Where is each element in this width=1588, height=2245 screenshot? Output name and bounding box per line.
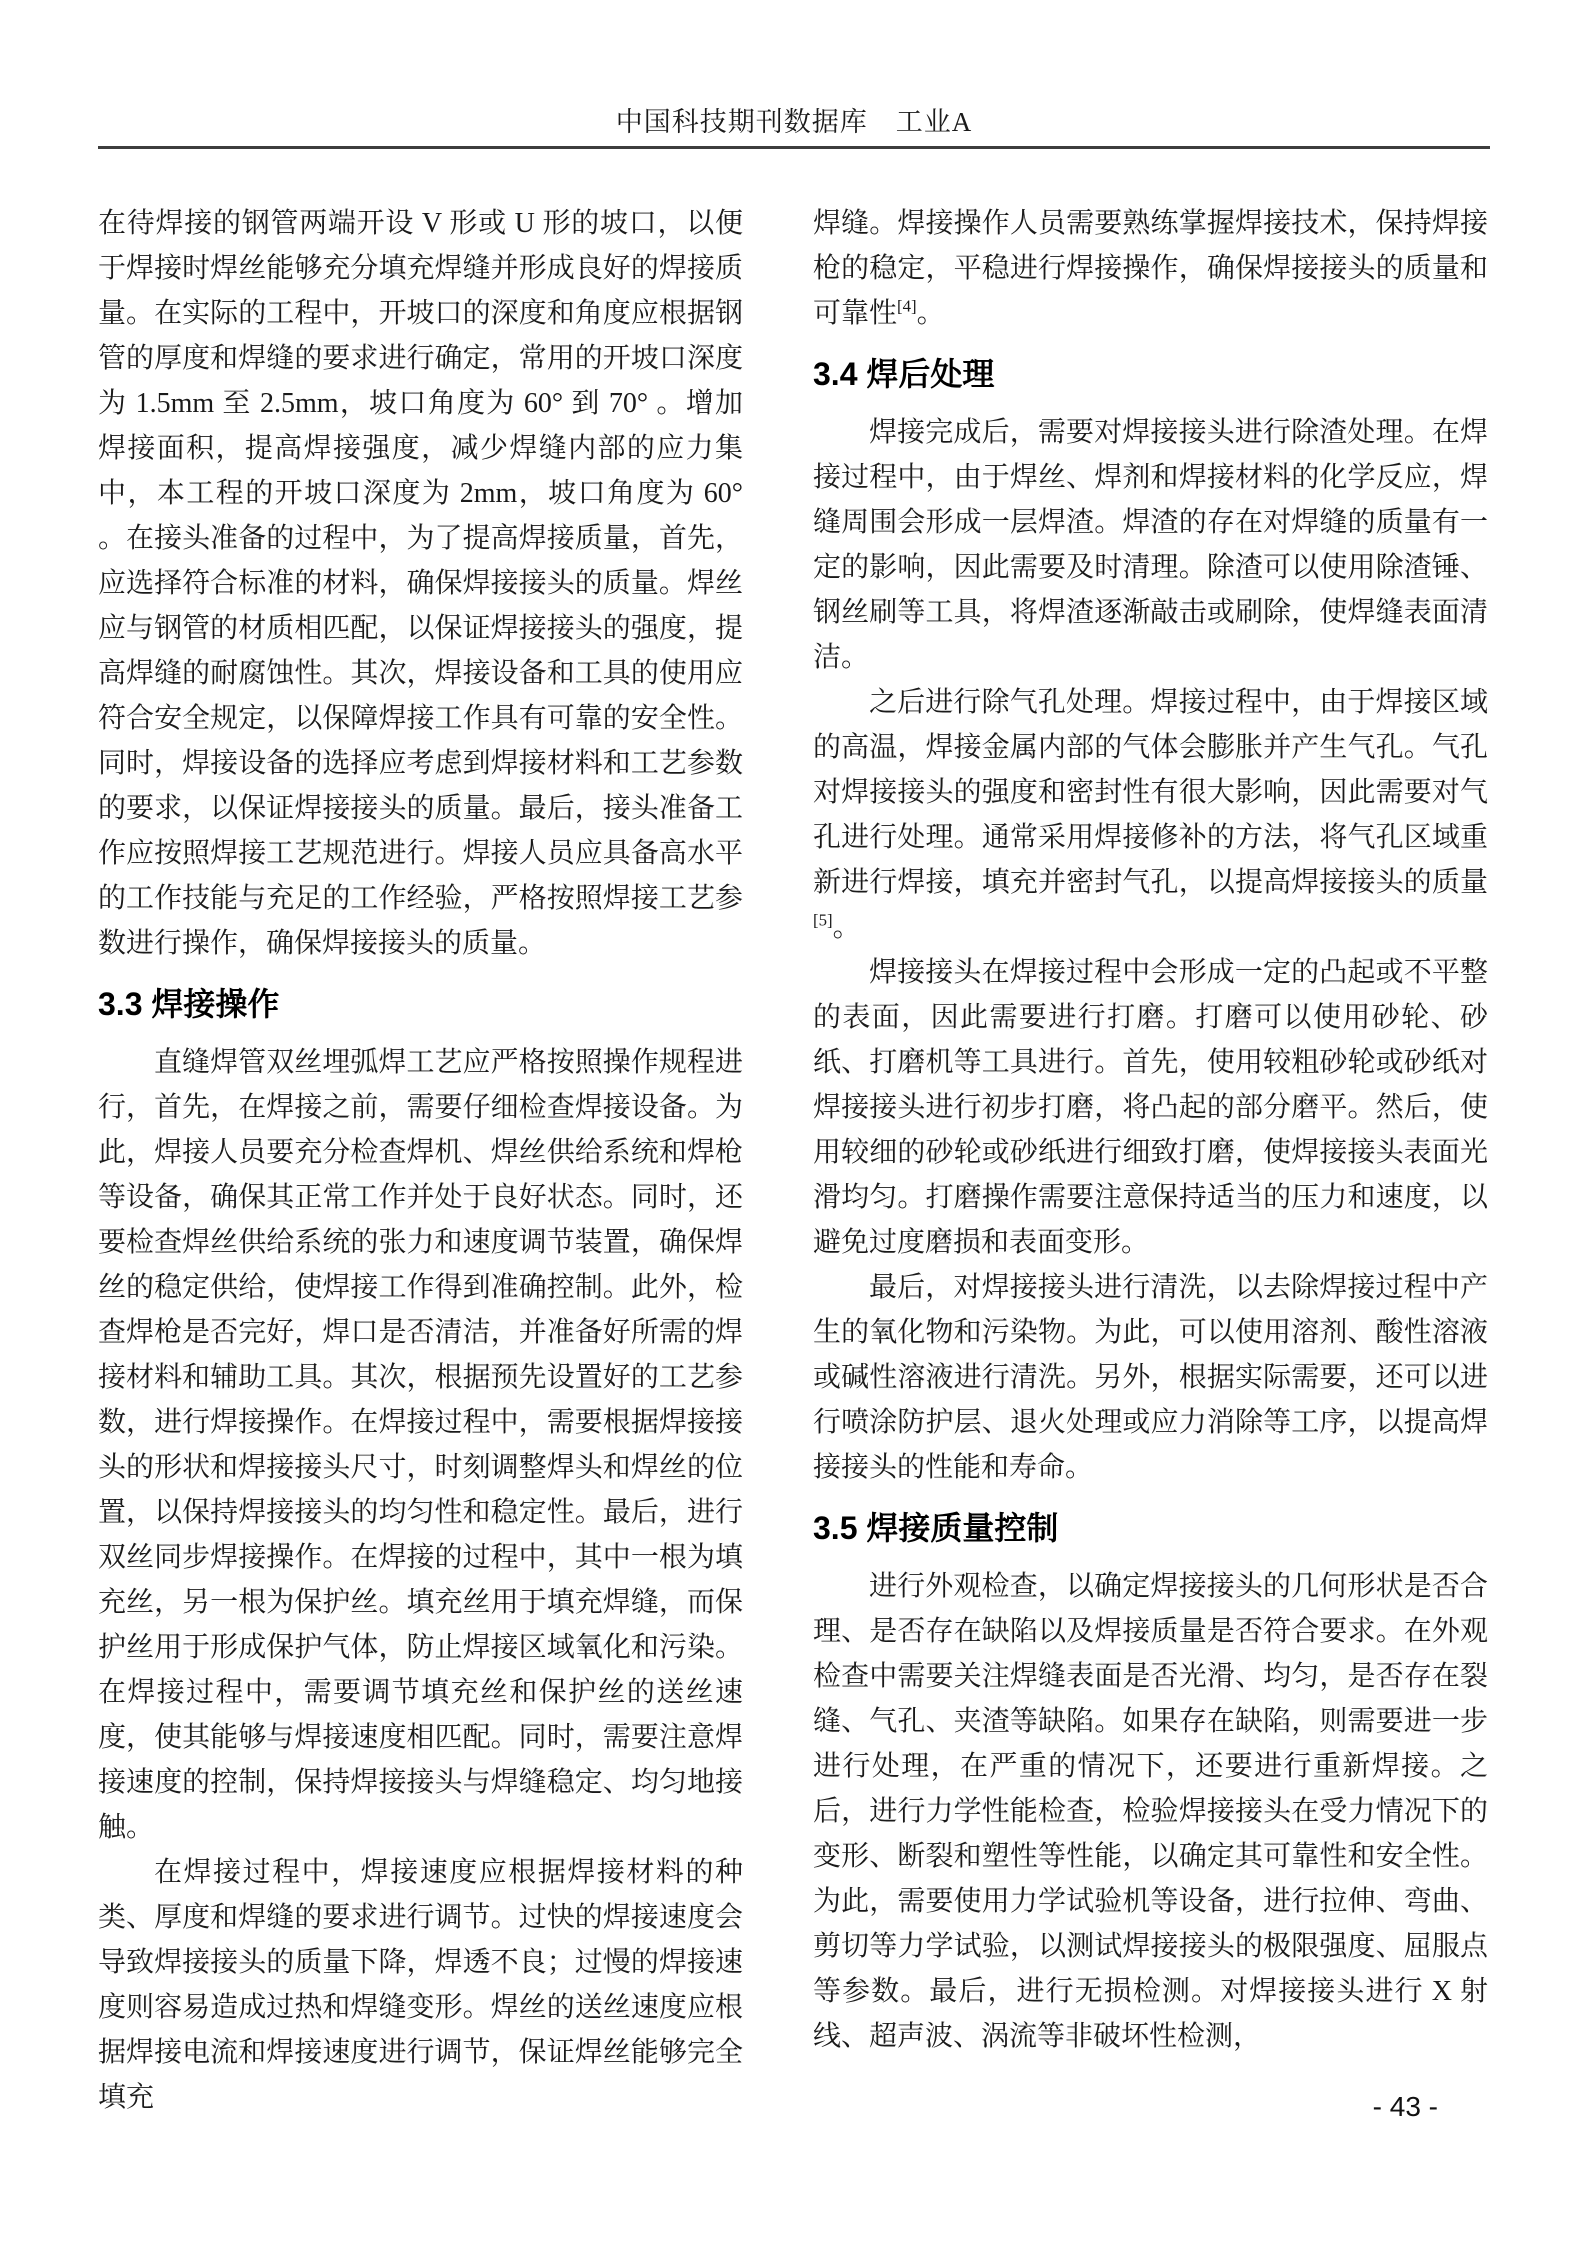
page-number: - 43 - (1372, 2091, 1438, 2122)
citation-ref-4: [4] (897, 296, 917, 316)
journal-header-title: 中国科技期刊数据库 工业A (615, 107, 973, 137)
paragraph-text-after-citation: 。 (832, 912, 861, 943)
paragraph-welding-operation: 直缝焊管双丝埋弧焊工艺应严格按照操作规程进行，首先，在焊接之前，需要仔细检查焊接设备。为此，焊接人员要充分检查焊机、焊丝供给系统和焊枪等设备，确保其正常工作并处于良好状态。同时，还要检查焊丝供给系统的张力和速度调节装置，确保焊丝的稳定供给，使焊接工作得到准确控制。此外，检查焊枪是否完好，焊口是否清洁，并准备好所需的焊接材料和辅助工具。其次，根据预先设置好的工艺参数，进行焊接操作。在焊接过程中，需要根据焊接接头的形状和焊接接头尺寸，时刻调整焊头和焊丝的位置，以保持焊接接头的均匀性和稳定性。最后，进行双丝同步焊接操作。在焊接的过程中，其中一根为填充丝，另一根为保护丝。填充丝用于填充焊缝，而保护丝用于形成保护气体，防止焊接区域氧化和污染。在焊接过程中，需要调节填充丝和保护丝的送丝速度，使其能够与焊接速度相匹配。同时，需要注意焊接速度的控制，保持焊接接头与焊缝稳定、均匀地接触。 (98, 1047, 743, 1843)
section-heading-3-4-post-weld-treatment: 3.4 焊后处理 (813, 356, 995, 392)
section-heading-3-3-welding-operation: 3.3 焊接操作 (98, 986, 280, 1022)
paragraph-welding-speed: 在焊接过程中，焊接速度应根据焊接材料的种类、厚度和焊缝的要求进行调节。过快的焊接速度会导致焊接接头的质量下降，焊透不良；过慢的焊接速度则容易造成过热和焊缝变形。焊丝的送丝速度应根据焊接电流和焊接速度进行调节，保证焊丝能够完全填充 (98, 1857, 743, 2113)
paragraph-quality-inspection: 进行外观检查，以确定焊接接头的几何形状是否合理、是否存在缺陷以及焊接质量是否符合要求。在外观检查中需要关注焊缝表面是否光滑、均匀，是否存在裂缝、气孔、夹渣等缺陷。如果存在缺陷，则需要进一步进行处理，在严重的情况下，还要进行重新焊接。之后，进行力学性能检查，检验焊接接头在受力情况下的变形、断裂和塑性等性能，以确定其可靠性和安全性。为此，需要使用力学试验机等设备，进行拉伸、弯曲、剪切等力学试验，以测试焊接接头的极限强度、屈服点等参数。最后，进行无损检测。对焊接接头进行 X 射线、超声波、涡流等非破坏性检测， (813, 1571, 1488, 2052)
paragraph-text-after-citation: 。 (916, 298, 945, 329)
paragraph-slag-removal: 焊接完成后，需要对焊接接头进行除渣处理。在焊接过程中，由于焊丝、焊剂和焊接材料的化学反应，焊缝周围会形成一层焊渣。焊渣的存在对焊缝的质量有一定的影响，因此需要及时清理。除渣可以使用除渣锤、钢丝刷等工具，将焊渣逐渐敲击或刷除，使焊缝表面清洁。 (813, 417, 1488, 673)
left-column (98, 201, 743, 2120)
paragraph-text: 之后进行除气孔处理。焊接过程中，由于焊接区域的高温，焊接金属内部的气体会膨胀并产生气孔。气孔对焊接接头的强度和密封性有很大影响，因此需要对气孔进行处理。通常采用焊接修补的方法，将气孔区域重新进行焊接，填充并密封气孔，以提高焊接接头的质量 (813, 687, 1488, 898)
page-header (98, 0, 1490, 149)
paragraph-weld-seam-continuation (813, 201, 1488, 336)
paragraph-grinding: 焊接接头在焊接过程中会形成一定的凸起或不平整的表面，因此需要进行打磨。打磨可以使用砂轮、砂纸、打磨机等工具进行。首先，使用较粗砂轮或砂纸对焊接接头进行初步打磨，将凸起的部分磨平。然后，使用较细的砂轮或砂纸进行细致打磨，使焊接接头表面光滑均匀。打磨操作需要注意保持适当的压力和速度，以避免过度磨损和表面变形。 (813, 957, 1488, 1258)
right-column (813, 201, 1488, 2120)
page-footer (1373, 2091, 1438, 2123)
section-heading-3-5-quality-control: 3.5 焊接质量控制 (813, 1510, 1059, 1546)
paragraph-groove-preparation: 在待焊接的钢管两端开设 V 形或 U 形的坡口，以便于焊接时焊丝能够充分填充焊缝并形成良好的焊接质量。在实际的工程中，开坡口的深度和角度应根据钢管的厚度和焊缝的要求进行确定，常用的开坡口深度为 1.5mm 至 2.5mm，坡口角度为 60° 到 70° 。增加焊接面积，提高焊接强度，减少焊缝内部的应力集中，本工程的开坡口深度为 2mm，坡口角度为 60° 。在接头准备的过程中，为了提高焊接质量，首先，应选择符合标准的材料，确保焊接接头的质量。焊丝应与钢管的材质相匹配，以保证焊接接头的强度，提高焊缝的耐腐蚀性。其次，焊接设备和工具的使用应符合安全规定，以保障焊接工作具有可靠的安全性。同时，焊接设备的选择应考虑到焊接材料和工艺参数的要求，以保证焊接接头的质量。最后，接头准备工作应按照焊接工艺规范进行。焊接人员应具备高水平的工作技能与充足的工作经验，严格按照焊接工艺参数进行操作，确保焊接接头的质量。 (98, 208, 743, 959)
paragraph-cleaning: 最后，对焊接接头进行清洗，以去除焊接过程中产生的氧化物和污染物。为此，可以使用溶剂、酸性溶液或碱性溶液进行清洗。另外，根据实际需要，还可以进行喷涂防护层、退火处理或应力消除等工序，以提高焊接接头的性能和寿命。 (813, 1272, 1488, 1483)
citation-ref-5: [5] (813, 910, 833, 930)
paragraph-text: 焊缝。焊接操作人员需要熟练掌握焊接技术，保持焊接枪的稳定，平稳进行焊接操作，确保焊接接头的质量和可靠性 (813, 208, 1488, 329)
paragraph-porosity-treatment (813, 680, 1488, 950)
page-body (98, 201, 1490, 2120)
